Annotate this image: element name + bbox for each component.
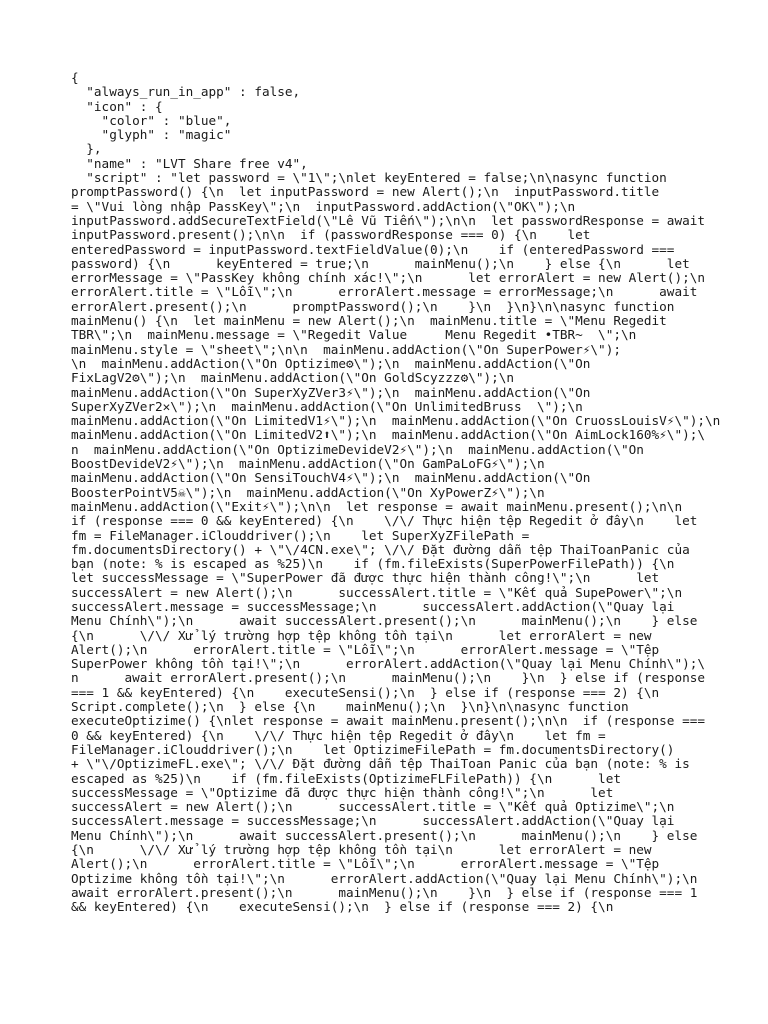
document-line: }, [71,141,102,157]
document-line: let successMessage = \"SuperPower đã được thực hiện thành công!\";\n let [71,570,660,586]
document-line: promptPassword() {\n let inputPassword = new Alert();\n inputPassword.title [71,184,660,200]
document-line: "icon" : { [71,98,163,114]
document-line: mainMenu.addAction(\"On SuperXyZVer3⚡\");\n mainMenu.addAction(\"On [71,384,591,400]
document-line: mainMenu.addAction(\"Exit⚡\");\n\n let response = await mainMenu.present();\n\n [71,498,683,514]
document-line: password) {\n keyEntered = true;\n mainMenu();\n } else {\n let [71,255,690,271]
document-line: "name" : "LVT Share free v4", [71,155,308,171]
document-line: Alert();\n errorAlert.title = \"Lỗi\";\n errorAlert.message = \"Tệp [71,641,660,657]
document-line: {\n \/\/ Xử lý trường hợp tệp không tồn tại\n let errorAlert = new [71,627,652,643]
document-line: successAlert.message = successMessage;\n successAlert.addAction(\"Quay lại [71,598,675,614]
document-line: successMessage = \"Optizime đã được thực hiện thành công!\";\n let [71,784,614,800]
document-line: { [71,70,79,85]
document-line: = \"Vui lòng nhập PassKey\";\n inputPassword.addAction(\"OK\");\n [71,198,576,214]
document-line: Optizime không tồn tại!\";\n errorAlert.addAction(\"Quay lại Menu Chính\");\n [71,870,698,886]
document-line: TBR\";\n mainMenu.message = \"Regedit Value Menu Regedit •TBR~ \";\n [71,327,637,343]
document-line: + \"\/OptizimeFL.exe\"; \/\/ Đặt đường dẫn tệp ThaiToan Panic của bạn (note: % is [71,756,690,772]
document-line: successAlert.message = successMessage;\n successAlert.addAction(\"Quay lại [71,813,675,829]
document-line: === 1 && keyEntered) {\n executeSensi();\n } else if (response === 2) {\n [71,684,660,700]
json-script-document [71,70,721,915]
document-line: errorAlert.title = \"Lỗi\";\n errorAlert.message = errorMessage;\n await [71,284,698,300]
document-line: errorMessage = \"PassKey không chính xác!\";\n let errorAlert = new Alert();\n [71,270,705,286]
document-line: enteredPassword = inputPassword.textFieldValue(0);\n if (enteredPassword === [71,241,675,257]
document-line: fm = FileManager.iClouddriver();\n let SuperXyZFilePath = [71,527,530,543]
document-line: mainMenu() {\n let mainMenu = new Alert();\n mainMenu.title = \"Menu Regedit [71,313,667,329]
document-line: "script" : "let password = \"1\";\nlet keyEntered = false;\n\nasync function [71,170,667,186]
document-line: Menu Chính\");\n await successAlert.present();\n mainMenu();\n } else [71,613,698,629]
document-line: bạn (note: % is escaped as %25)\n if (fm.fileExists(SuperPowerFilePath)) {\n [71,556,675,572]
document-line: n mainMenu.addAction(\"On OptizimeDevideV2⚡\");\n mainMenu.addAction(\"On [71,441,644,457]
document-line: {\n \/\/ Xử lý trường hợp tệp không tồn tại\n let errorAlert = new [71,842,652,858]
document-line: Alert();\n errorAlert.title = \"Lỗi\";\n errorAlert.message = \"Tệp [71,856,660,872]
document-line: BoostDevideV2⚡\");\n mainMenu.addAction(\"On GamPaLoFG⚡\");\n [71,456,545,472]
document-line: mainMenu.addAction(\"On SensiTouchV4⚡\");\n mainMenu.addAction(\"On [71,470,591,486]
document-line: && keyEntered) {\n executeSensi();\n } else if (response === 2) {\n [71,899,614,915]
document-line: await errorAlert.present();\n mainMenu();\n }\n } else if (response === 1 [71,884,698,900]
document-line: mainMenu.addAction(\"On LimitedV1⚡\");\n mainMenu.addAction(\"On CruossLouisV⚡\");\n [71,413,721,429]
document-line: successAlert = new Alert();\n successAlert.title = \"Kết quả SupePower\";\n [71,584,683,600]
document-line: FixLagV2⚙\");\n mainMenu.addAction(\"On GoldScyzzz⚙\");\n [71,370,515,386]
document-line: fm.documentsDirectory() + \"\/4CN.exe\"; \/\/ Đặt đường dẫn tệp ThaiToanPanic của [71,541,690,557]
document-line: if (response === 0 && keyEntered) {\n \/\/ Thực hiện tệp Regedit ở đây\n let [71,513,698,529]
document-line: n await errorAlert.present();\n mainMenu();\n }\n } else if (response [71,670,705,686]
document-line: inputPassword.present();\n\n if (passwordResponse === 0) {\n let [71,227,591,243]
document-line: errorAlert.present();\n promptPassword();\n }\n }\n}\n\nasync function [71,298,675,314]
document-line: mainMenu.style = \"sheet\";\n\n mainMenu.addAction(\"On SuperPower⚡\"); [71,341,621,357]
document-line: \n mainMenu.addAction(\"On Optizime⚙\");\n mainMenu.addAction(\"On [71,355,591,371]
document-line: escaped as %25)\n if (fm.fileExists(OptizimeFLFilePath)) {\n let [71,770,621,786]
document-line: "color" : "blue", [71,112,232,128]
document-line: SuperXyZVer2✕\");\n mainMenu.addAction(\"On UnlimitedBruss \");\n [71,398,583,414]
document-line: "glyph" : "magic" [71,127,232,143]
document-line: successAlert = new Alert();\n successAlert.title = \"Kết quả Optizime\";\n [71,799,675,815]
document-line: BoosterPointV5☠\");\n mainMenu.addAction(\"On XyPowerZ⚡\");\n [71,484,545,500]
document-line: 0 && keyEntered) {\n \/\/ Thực hiện tệp Regedit ở đây\n let fm = [71,727,606,743]
document-line: FileManager.iClouddriver();\n let OptizimeFilePath = fm.documentsDirectory() [71,741,675,757]
document-line: "always_run_in_app" : false, [71,84,301,100]
document-line: executeOptizime() {\nlet response = await mainMenu.present();\n\n if (response === [71,713,705,729]
document-line: mainMenu.addAction(\"On LimitedV2⬆\");\n mainMenu.addAction(\"On AimLock160%⚡\");\ [71,427,705,443]
document-line: SuperPower không tồn tại!\";\n errorAlert.addAction(\"Quay lại Menu Chính\");\ [71,656,705,672]
document-line: Script.complete();\n } else {\n mainMenu();\n }\n}\n\nasync function [71,699,629,715]
document-line: Menu Chính\");\n await successAlert.present();\n mainMenu();\n } else [71,827,698,843]
document-line: inputPassword.addSecureTextField(\"Lê Vũ Tiến\");\n\n let passwordResponse = await [71,212,705,228]
